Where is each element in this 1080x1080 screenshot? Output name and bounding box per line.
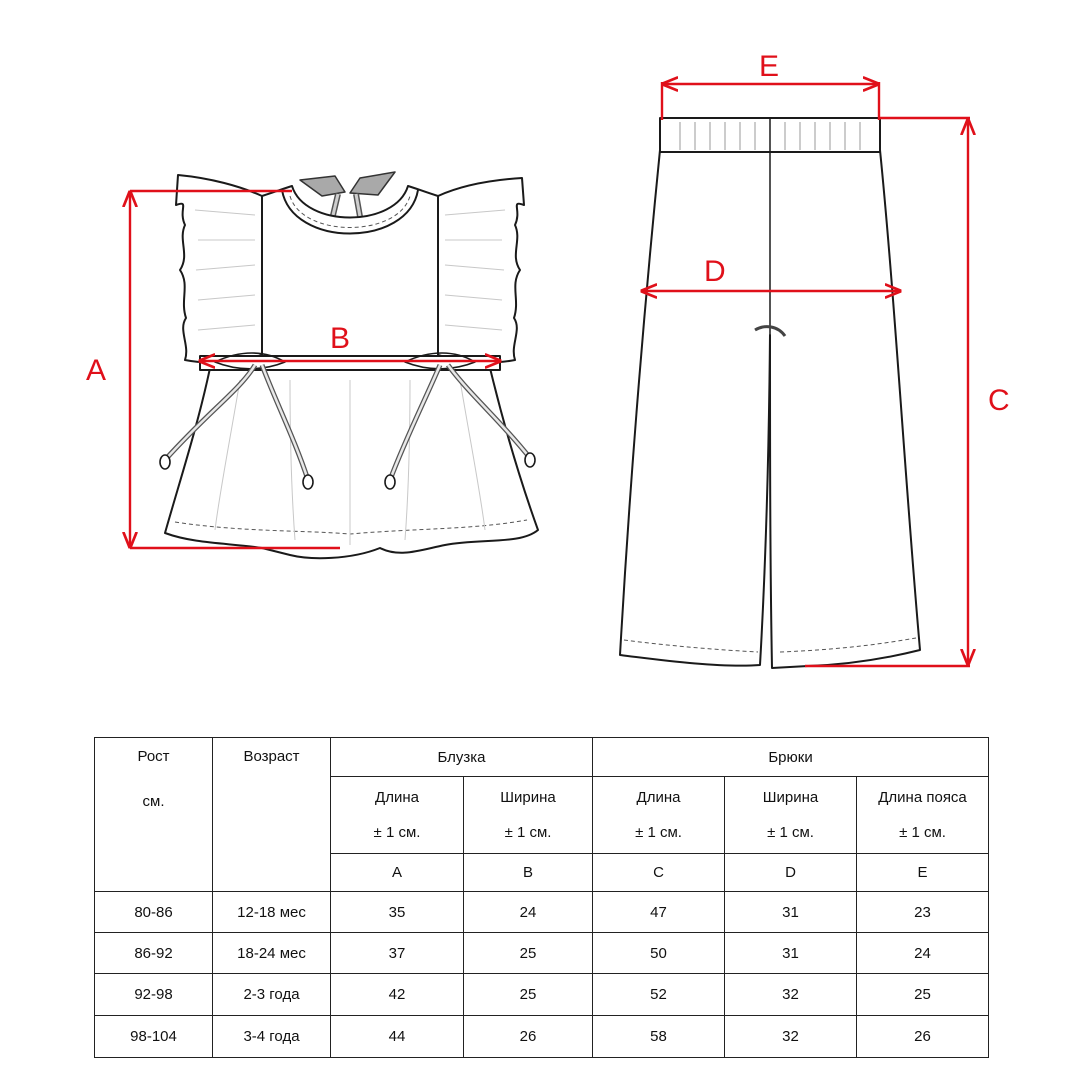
cell-a: 42 — [331, 974, 464, 1016]
pants-length-header: Длина ± 1 см. — [593, 777, 725, 854]
cell-e: 24 — [857, 933, 989, 974]
letter-c: C — [593, 854, 725, 892]
left-sleeve — [176, 175, 262, 362]
cell-age: 3-4 года — [213, 1016, 331, 1058]
blouse-length-header: Длина ± 1 см. — [331, 777, 464, 854]
cell-height: 86-92 — [95, 933, 213, 974]
cell-e: 26 — [857, 1016, 989, 1058]
cell-d: 32 — [725, 974, 857, 1016]
blouse-width-header: Ширина ± 1 см. — [464, 777, 593, 854]
letter-b: B — [464, 854, 593, 892]
cell-a: 37 — [331, 933, 464, 974]
dim-a-label: A — [86, 354, 107, 387]
cell-c: 58 — [593, 1016, 725, 1058]
dim-e-label: E — [759, 50, 780, 83]
cell-b: 25 — [464, 933, 593, 974]
cell-height: 98-104 — [95, 1016, 213, 1058]
height-header-unit: см. — [142, 793, 165, 810]
cell-d: 31 — [725, 892, 857, 933]
size-table — [94, 737, 989, 1058]
cell-b: 24 — [464, 892, 593, 933]
cell-d: 31 — [725, 933, 857, 974]
header-row-groups — [95, 738, 989, 777]
age-header-label: Возраст — [243, 748, 300, 765]
table-row — [95, 974, 989, 1016]
cell-c: 50 — [593, 933, 725, 974]
cell-c: 47 — [593, 892, 725, 933]
cell-age: 2-3 года — [213, 974, 331, 1016]
letter-d: D — [725, 854, 857, 892]
cell-e: 25 — [857, 974, 989, 1016]
cell-height: 92-98 — [95, 974, 213, 1016]
cell-age: 18-24 мес — [213, 933, 331, 974]
dim-c-label: C — [988, 384, 1010, 417]
table-row — [95, 1016, 989, 1058]
cell-age: 12-18 мес — [213, 892, 331, 933]
cell-d: 32 — [725, 1016, 857, 1058]
age-header — [213, 738, 331, 892]
table-row — [95, 892, 989, 933]
table-row — [95, 933, 989, 974]
dim-d-label: D — [704, 255, 726, 288]
cell-e: 23 — [857, 892, 989, 933]
waist-length-header: Длина пояса ± 1 см. — [857, 777, 989, 854]
cell-height: 80-86 — [95, 892, 213, 933]
letter-a: A — [331, 854, 464, 892]
cell-a: 44 — [331, 1016, 464, 1058]
peplum — [165, 368, 538, 558]
blouse-group-header: Блузка — [331, 738, 593, 777]
cell-b: 25 — [464, 974, 593, 1016]
dim-b-label: B — [330, 322, 351, 355]
blouse-sketch — [160, 172, 538, 558]
pants-width-header: Ширина ± 1 см. — [725, 777, 857, 854]
cell-c: 52 — [593, 974, 725, 1016]
height-header — [95, 738, 213, 892]
pants-group-header: Брюки — [593, 738, 989, 777]
letter-e: E — [857, 854, 989, 892]
right-sleeve — [438, 178, 524, 362]
pants-sketch — [620, 118, 920, 668]
cell-b: 26 — [464, 1016, 593, 1058]
height-header-label: Рост — [137, 748, 170, 765]
cell-a: 35 — [331, 892, 464, 933]
